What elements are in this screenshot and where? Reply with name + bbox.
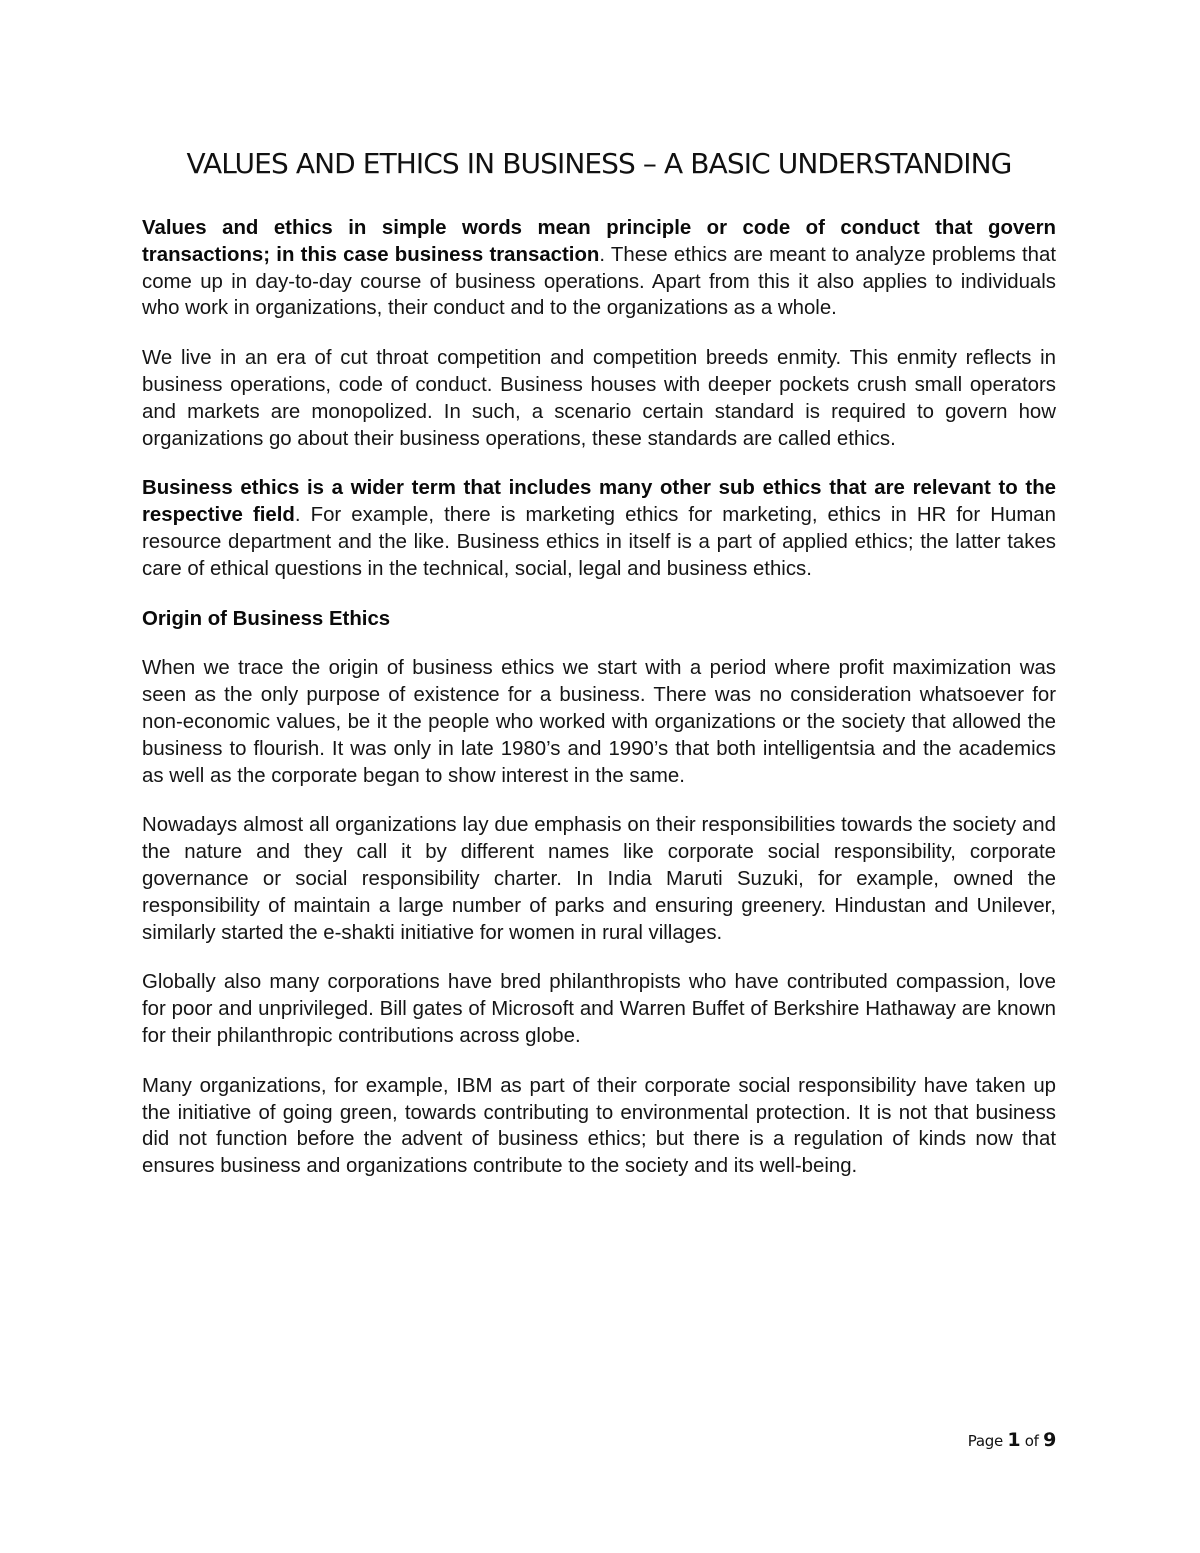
document-body xyxy=(142,215,1056,1203)
paragraph-intro xyxy=(142,215,1056,322)
paragraph-intro-text: . These ethics are meant to analyze problems that come up in day-to-day course of business operations. Apart from this it also applies to individuals who work in organizations, their conduct and to the organizations as a whole. xyxy=(142,243,1056,320)
page-current: 1 xyxy=(1007,1429,1021,1451)
paragraph-globally: Globally also many corporations have bred philanthropists who have contributed compassion, love for poor and unprivileged. Bill gates of Microsoft and Warren Buffet of Berkshire Hathaway are known for their philanthropic contributions across globe. xyxy=(142,971,1056,1047)
paragraph-business-ethics-emphasis: Business ethics is a wider term that includes many other sub ethics that are relevant to the respective field xyxy=(142,477,1056,527)
document-title: VALUES AND ETHICS IN BUSINESS – A BASIC UNDERSTANDING xyxy=(186,147,1012,180)
paragraph-business-ethics-text: . For example, there is marketing ethics for marketing, ethics in HR for Human resource department and the like. Business ethics in itself is a part of applied ethics; the latter takes care of ethical questions in the technical, social, legal and business ethics. xyxy=(142,504,1056,580)
section-heading-origin: Origin of Business Ethics xyxy=(142,607,391,630)
paragraph-business-ethics xyxy=(142,475,1056,582)
paragraph-competition: We live in an era of cut throat competition and competition breeds enmity. This enmity reflects in business operations, code of conduct. Business houses with deeper pockets crush small operators and markets are monopolized. In such, a scenario certain standard is required to govern how organizations go about their business operations, these standards are called ethics. xyxy=(142,347,1056,450)
page-of-label: of xyxy=(1024,1432,1039,1450)
paragraph-origin: When we trace the origin of business ethics we start with a period where profit maximization was seen as the only purpose of existence for a business. There was no consideration whatsoever for non-economic values, be it the people who worked with organizations or the society that allowed the business to flourish. It was only in late 1980’s and 1990’s that both intelligentsia and the academics as well as the corporate began to show interest in the same. xyxy=(142,657,1056,787)
page-label: Page xyxy=(967,1432,1003,1450)
page-number-footer xyxy=(968,1429,1056,1452)
page-total: 9 xyxy=(1043,1429,1056,1451)
paragraph-intro-emphasis: Values and ethics in simple words mean principle or code of conduct that govern transactions; in this case business transaction xyxy=(142,217,1056,266)
paragraph-nowadays: Nowadays almost all organizations lay due emphasis on their responsibilities towards the society and the nature and they call it by different names like corporate social responsibility, corporate governance or social responsibility charter. In India Maruti Suzuki, for example, owned the responsibility of maintain a large number of parks and ensuring greenery. Hindustan and Unilever, similarly started the e-shakti initiative for women in rural villages. xyxy=(142,814,1056,944)
paragraph-ibm: Many organizations, for example, IBM as part of their corporate social responsibility have taken up the initiative of going green, towards contributing to environmental protection. It is not that business did not function before the advent of business ethics; but there is a regulation of kinds now that ensures business and organizations contribute to the society and its well-being. xyxy=(142,1074,1056,1178)
